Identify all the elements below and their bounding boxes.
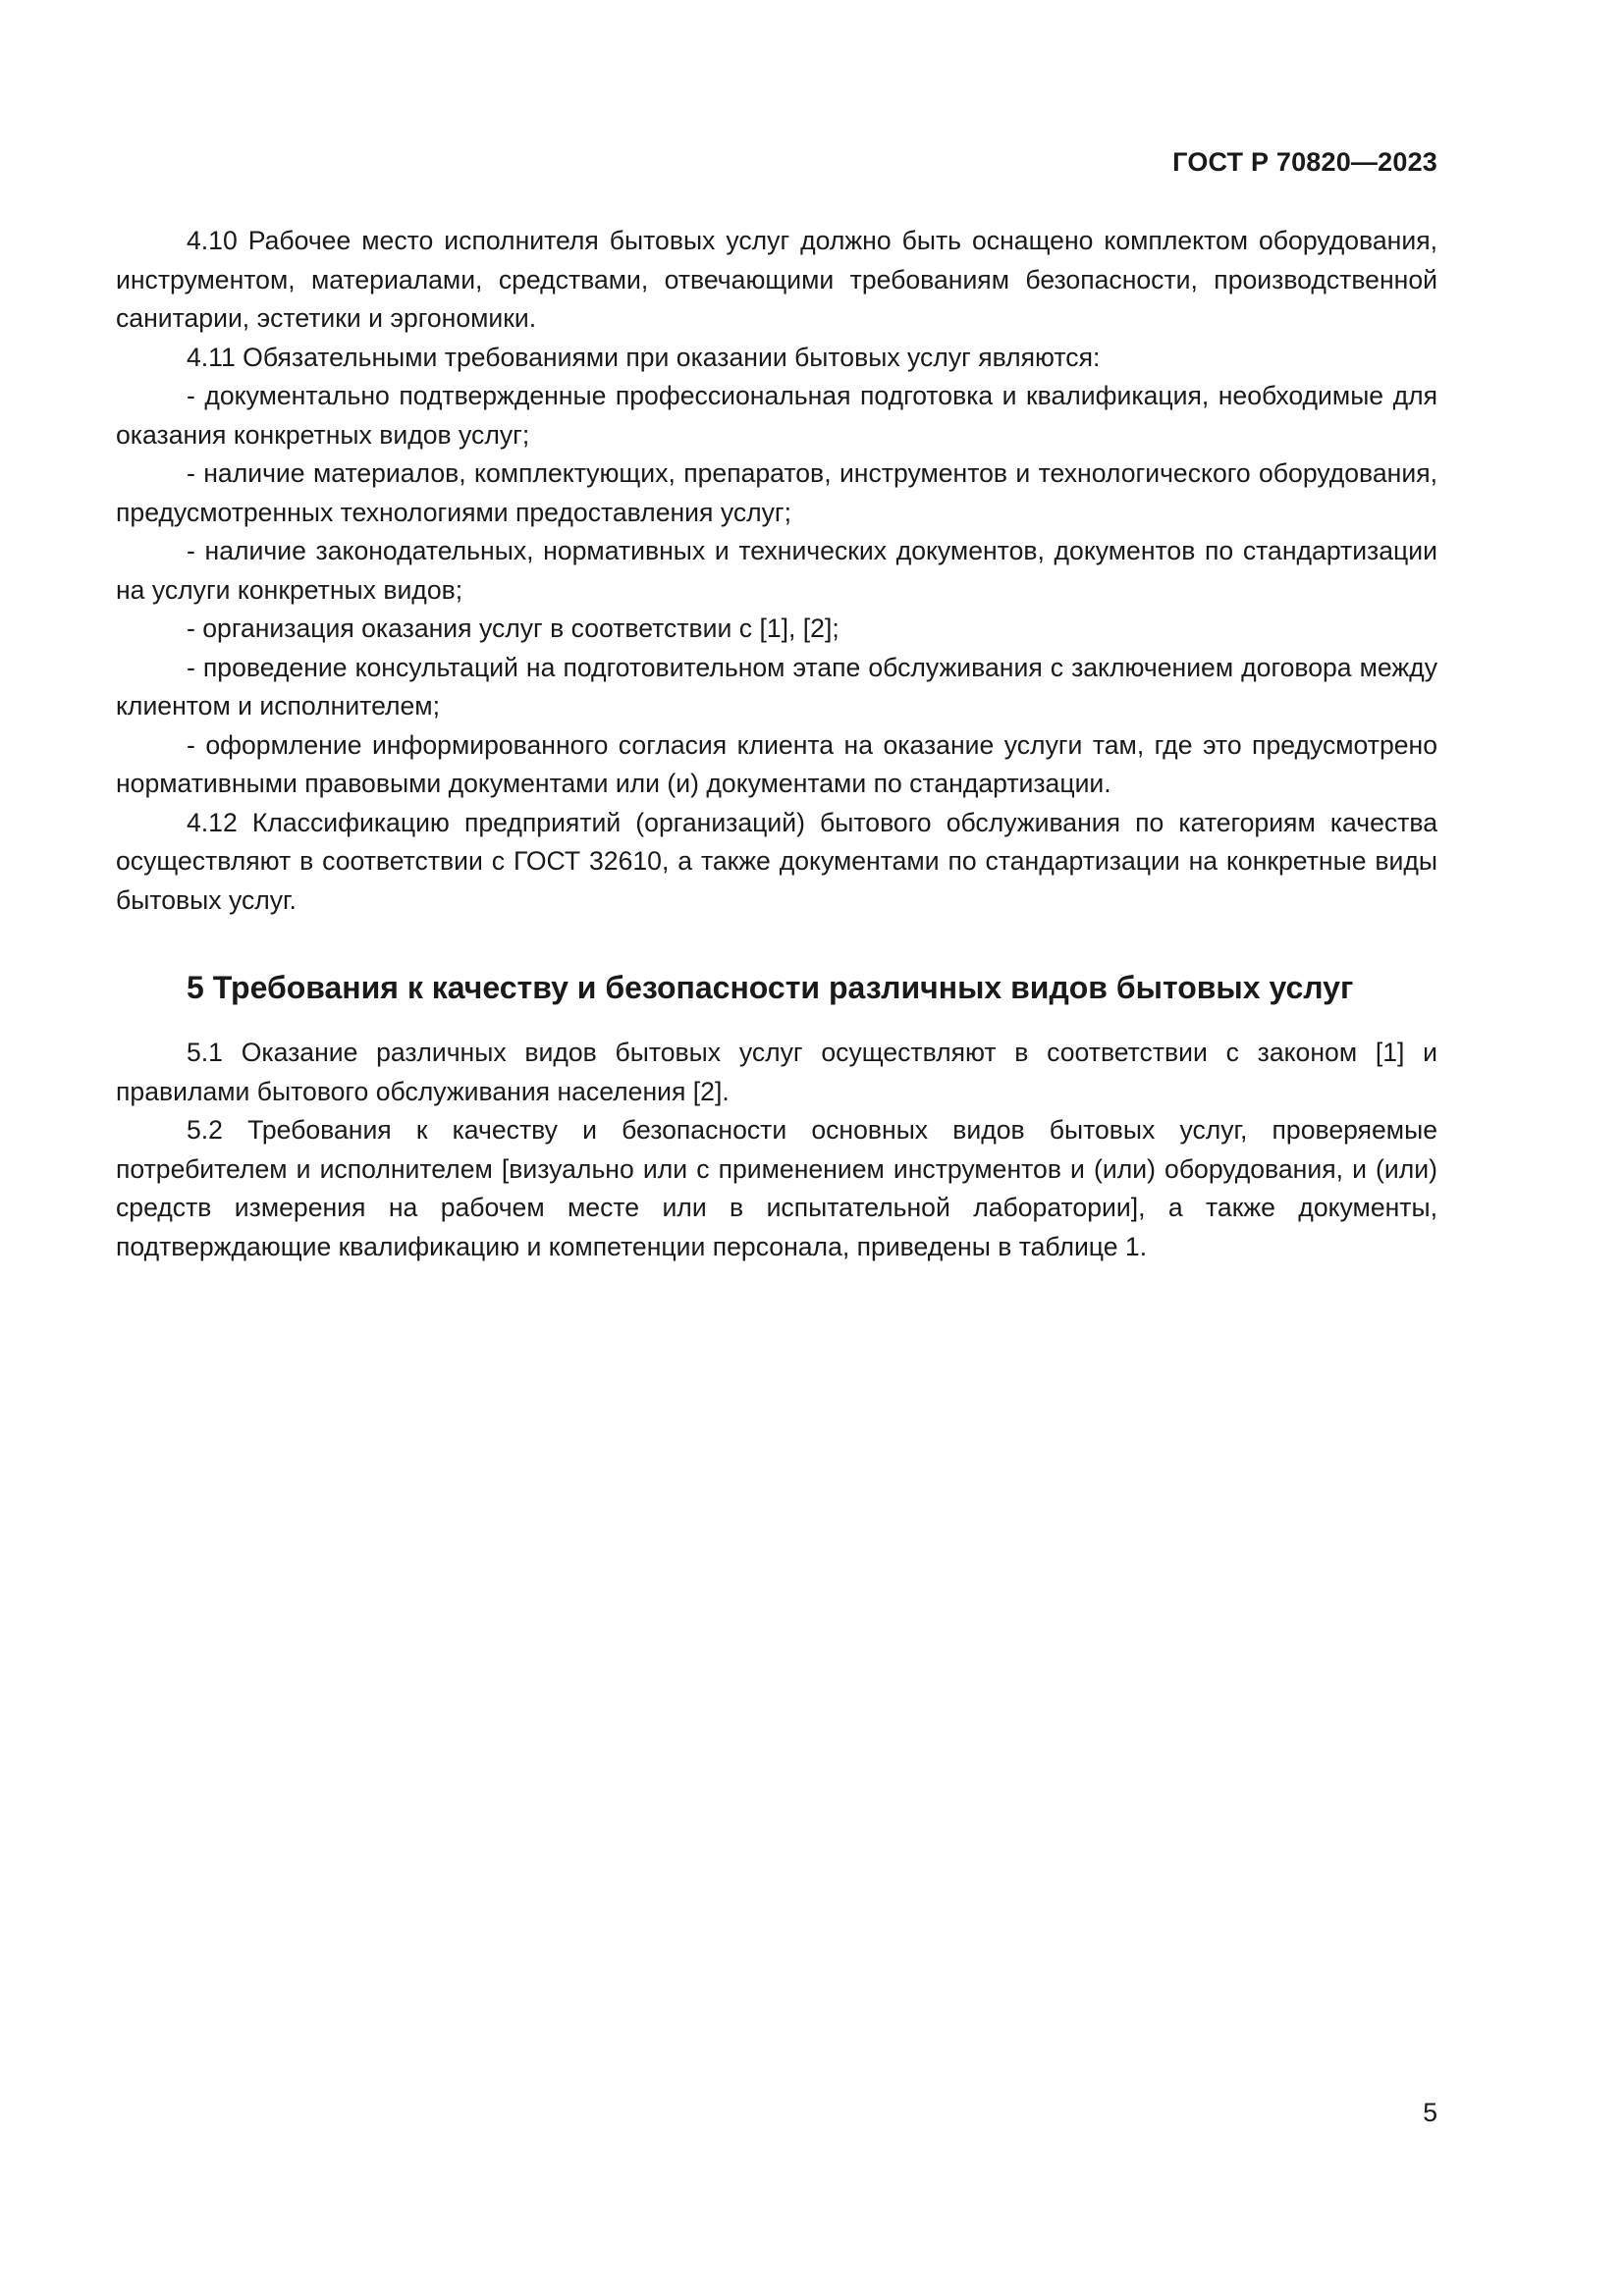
clause-4-11: 4.11 Обязательными требованиями при оказании бытовых услуг являются:	[187, 342, 1101, 372]
clause-4-10: 4.10 Рабочее место исполнителя бытовых услуг должно быть оснащено комплектом оборудования, инструментом, материалами, средствами, отвечающими требованиям безопасности, производственной санитарии, эстетики и эргономики.	[116, 226, 1437, 333]
list-item: - проведение консультаций на подготовительном этапе обслуживания с заключением договора между клиентом и исполнителем;	[116, 652, 1437, 721]
list-item: - организация оказания услуг в соответствии с [1], [2];	[187, 614, 839, 643]
list-item: - документально подтвержденные профессиональная подготовка и квалификация, необходимые для оказания конкретных видов услуг;	[116, 381, 1437, 450]
clause-5-2: 5.2 Требования к качеству и безопасности основных видов бытовых услуг, проверяемые потребителем и исполнителем [визуально или с применением инструментов и (или) оборудования, и (или) средств измерения на рабочем месте или в испытательной лаборатории], а также документы, подтверждающие квалификацию и компетенции персонала, приведены в таблице 1.	[116, 1115, 1437, 1261]
list-item: - наличие законодательных, нормативных и технических документов, документов по стандартизации на услуги конкретных видов;	[116, 536, 1437, 605]
clause-4-12: 4.12 Классификацию предприятий (организаций) бытового обслуживания по категориям качества осуществляют в соответствии с ГОСТ 32610, а также документами по стандартизации на конкретные виды бытовых услуг.	[116, 807, 1437, 915]
clause-5-1: 5.1 Оказание различных видов бытовых услуг осуществляют в соответствии с законом [1] и правилами бытового обслуживания населения [2].	[116, 1038, 1437, 1106]
page-number: 5	[1423, 2098, 1437, 2127]
list-item: - оформление информированного согласия клиента на оказание услуги там, где это предусмотрено нормативными правовыми документами или (и) документами по стандартизации.	[116, 729, 1437, 798]
document-body	[116, 222, 1437, 1266]
list-item: - наличие материалов, комплектующих, препаратов, инструментов и технологического оборудования, предусмотренных технологиями предоставления услуг;	[116, 458, 1437, 527]
document-code-header: ГОСТ Р 70820—2023	[1172, 147, 1437, 177]
section-5-heading: 5 Требования к качеству и безопасности различных видов бытовых услуг	[187, 970, 1354, 1005]
